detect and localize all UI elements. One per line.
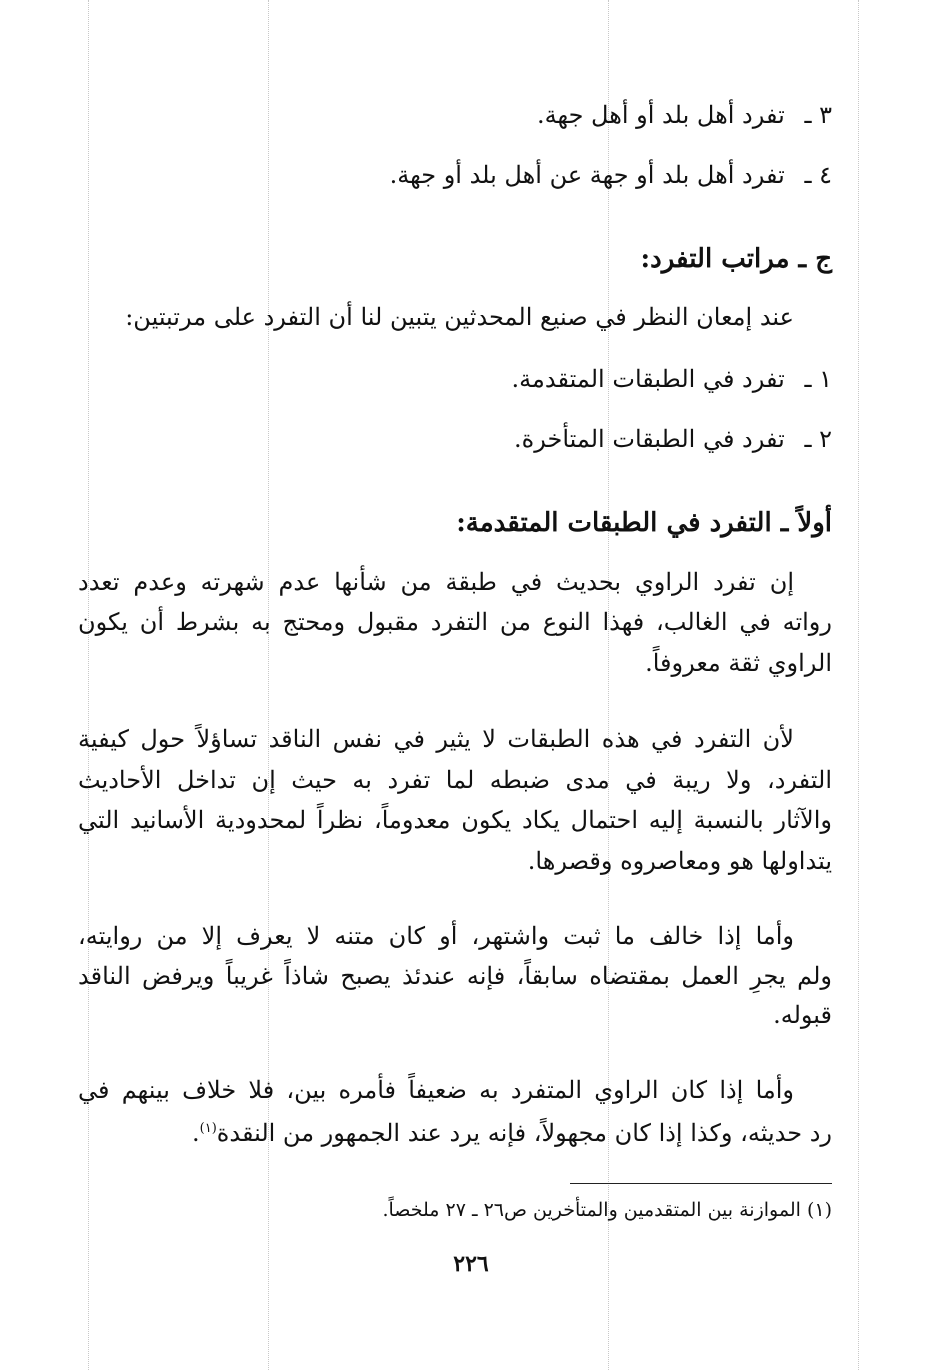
list-item [92,100,832,130]
paragraph-line: التفرد، ولا ريبة في مدى ضبطه لما تفرد به حيث إن تداخل الأحاديث [78,766,832,794]
paragraph-line: لأن التفرد في هذه الطبقات لا يثير في نفس الناقد تساؤلاً حول كيفية [78,725,794,753]
list-number: ٢ ـ [804,425,832,453]
list-item [92,364,832,394]
list-text: تفرد في الطبقات المتأخرة. [514,425,785,453]
paragraph-line: يتداولها هو ومعاصروه وقصرها. [527,847,832,875]
list-number: ١ ـ [804,365,832,393]
section-heading: ج ـ مراتب التفرد: [640,244,832,274]
subsection-heading: أولاً ـ التفرد في الطبقات المتقدمة: [456,508,832,538]
list-item [92,160,832,190]
paragraph-line [78,1112,832,1150]
footnote-reference: (١) [199,1121,217,1136]
list-number: ٣ ـ [804,101,832,129]
paragraph-line: وأما إذا كان الراوي المتفرد به ضعيفاً فأمره بين، فلا خلاف بينهم في [78,1076,794,1104]
footnote: (١) الموازنة بين المتقدمين والمتأخرين ص٢٦ ـ ٢٧ ملخصاً. [382,1199,832,1221]
paragraph-line: رواته في الغالب، فهذا النوع من التفرد مقبول ومحتج به بشرط أن يكون [78,608,832,636]
paragraph-line: وأما إذا خالف ما ثبت واشتهر، أو كان متنه لا يعرف إلا من روايته، [78,922,794,950]
scan-guide-line [268,0,269,1370]
paragraph-line: والآثار بالنسبة إليه احتمال يكاد يكون معدوماً، نظراً لمحدودية الأسانيد التي [78,806,832,834]
list-text: تفرد في الطبقات المتقدمة. [511,365,785,393]
list-item [92,424,832,454]
paragraph-line: الراوي ثقة معروفاً. [645,649,832,677]
paragraph-line: ولم يجرِ العمل بمقتضاه سابقاً، فإنه عندئذ يصبح شاذاً غريباً ويرفض الناقد [78,962,832,990]
list-text: تفرد أهل بلد أو جهة عن أهل بلد أو جهة. [389,161,785,189]
footnote-divider [570,1183,832,1184]
scan-guide-line [88,0,89,1370]
paragraph-line: إن تفرد الراوي بحديث في طبقة من شأنها عدم شهرته وعدم تعدد [78,568,794,596]
intro-text: عند إمعان النظر في صنيع المحدثين يتبين لنا أن التفرد على مرتبتين: [125,303,794,331]
sentence-end: . [191,1119,200,1147]
list-text: تفرد أهل بلد أو أهل جهة. [537,101,785,129]
list-number: ٤ ـ [804,161,832,189]
page-number: ٢٢٦ [453,1251,489,1277]
scan-guide-line [858,0,859,1370]
scan-guide-line [608,0,609,1370]
paragraph-text: رد حديثه، وكذا إذا كان مجهولاً، فإنه يرد عند الجمهور من النقدة [216,1119,832,1147]
paragraph-line: قبوله. [773,1001,832,1029]
